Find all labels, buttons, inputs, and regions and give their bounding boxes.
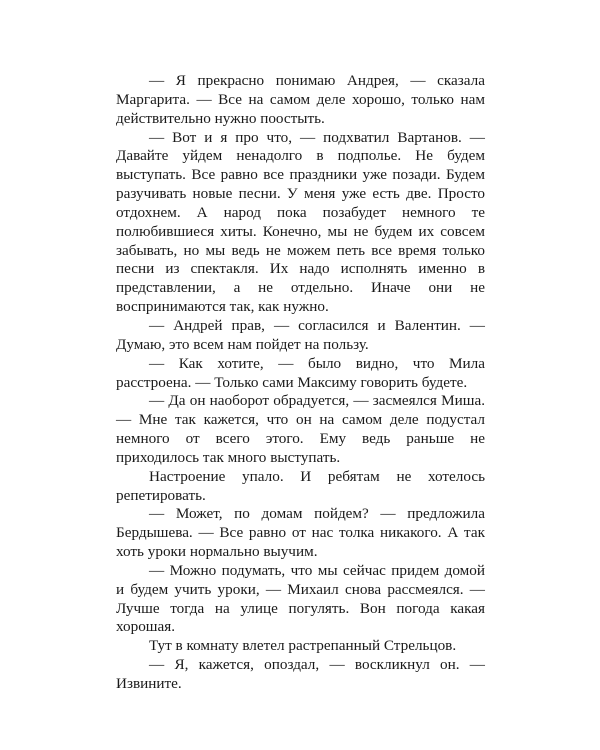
paragraph-mila: — Как хотите, — было видно, что Мила расстроена. — Только сами Максиму говорить будете.	[116, 354, 485, 391]
paragraph-mood: Настроение упало. И ребятам не хотелось репетировать.	[116, 467, 485, 504]
paragraph-berdysheva: — Может, по домам пойдем? — предложила Бердышева. — Все равно от нас толка никакого. А так хоть уроки нормально выучим.	[116, 505, 485, 561]
paragraph-valentin: — Андрей прав, — согласился и Валентин. — Думаю, это всем нам пойдет на пользу.	[116, 316, 485, 353]
paragraph-streltsov-enters: Тут в комнату влетел растрепанный Стрельцов.	[149, 637, 457, 655]
page-text	[116, 72, 485, 694]
paragraph-margarita: — Я прекрасно понимаю Андрея, — сказала Маргарита. — Все на самом деле хорошо, только нам действительно нужно поостыть.	[116, 72, 485, 127]
paragraph-misha: — Да он наоборот обрадуется, — засмеялся Миша. — Мне так кажется, что он на самом деле подустал немного от всего этого. Ему ведь раньше не приходилось так много выступать.	[116, 392, 485, 466]
paragraph-streltsov-apology: — Я, кажется, опоздал, — воскликнул он. — Извините.	[116, 656, 485, 692]
paragraph-vartanov: — Вот и я про что, — подхватил Вартанов. — Давайте уйдем ненадолго в подполье. Не будем выступать. Все равно все праздники уже позади. Будем разучивать новые песни. У меня уже есть две. Просто отдохнем. А народ пока позабудет немного те полюбившиеся хиты. Конечно, мы не будем их совсем забывать, но мы ведь не можем петь все время только песни из спектакля. Их надо исполнять именно в представлении, а не отдельно. Иначе они не воспринимаются так, как нужно.	[116, 128, 485, 316]
paragraph-mikhail: — Можно подумать, что мы сейчас придем домой и будем учить уроки, — Михаил снова рассмеялся. — Лучше тогда на улице погулять. Вон погода какая хорошая.	[116, 561, 485, 636]
